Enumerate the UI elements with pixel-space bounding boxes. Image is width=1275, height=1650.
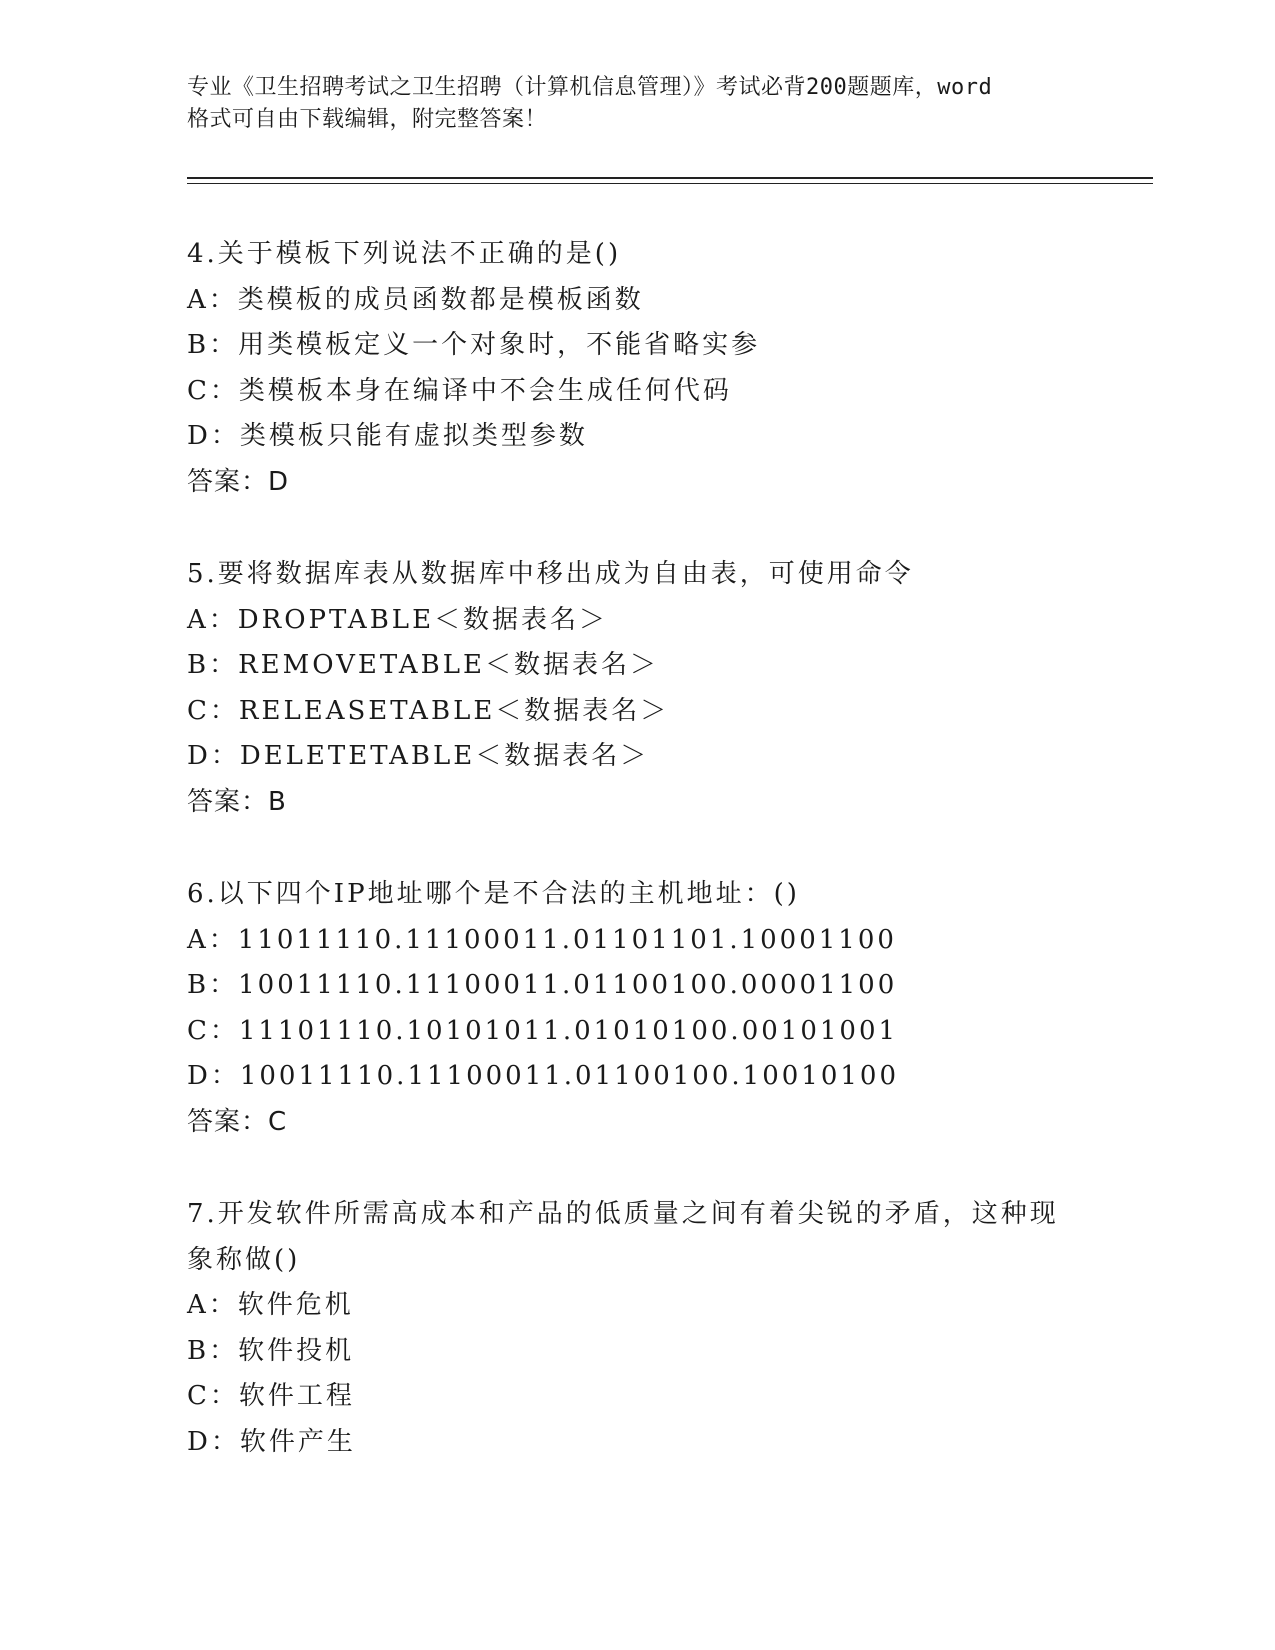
header-divider-thick [187, 177, 1153, 179]
header-line-1: 专业《卫生招聘考试之卫生招聘（计算机信息管理）》考试必背200题题库，word [187, 75, 993, 100]
answer-label: 答案：B [187, 786, 287, 817]
option-d: D：DELETETABLE＜数据表名＞ [187, 741, 650, 771]
question-stem: 5.要将数据库表从数据库中移出成为自由表，可使用命令 [187, 559, 914, 589]
option-c: C：软件工程 [187, 1381, 355, 1411]
question-7 [187, 1192, 1087, 1465]
option-c: C：11101110.10101011.01010100.00101001 [187, 1015, 899, 1046]
option-c: C：类模板本身在编译中不会生成任何代码 [187, 375, 732, 406]
option-a: A：类模板的成员函数都是模板函数 [187, 284, 644, 315]
question-6 [187, 872, 1087, 1145]
question-stem: 4.关于模板下列说法不正确的是() [187, 239, 622, 269]
option-a: A：11011110.11100011.01101101.10001100 [187, 924, 897, 955]
option-b: B：10011110.11100011.01100100.00001100 [187, 970, 898, 1000]
answer-label: 答案：C [187, 1106, 288, 1137]
question-stem-continued: 象称做() [187, 1244, 301, 1275]
option-b: B：用类模板定义一个对象时，不能省略实参 [187, 330, 761, 360]
option-a: A：DROPTABLE＜数据表名＞ [187, 604, 609, 635]
option-b: B：软件投机 [187, 1335, 355, 1366]
option-b: B：REMOVETABLE＜数据表名＞ [187, 650, 659, 680]
header-line-2: 格式可自由下载编辑，附完整答案！ [187, 107, 548, 132]
question-5 [187, 552, 1087, 825]
question-list [187, 232, 1087, 1512]
header-divider-thin [187, 183, 1153, 184]
option-d: D：软件产生 [187, 1426, 356, 1457]
option-d: D：类模板只能有虚拟类型参数 [187, 421, 588, 451]
question-stem: 6.以下四个IP地址哪个是不合法的主机地址：() [187, 879, 800, 909]
option-a: A：软件危机 [187, 1290, 354, 1320]
question-stem: 7.开发软件所需高成本和产品的低质量之间有着尖锐的矛盾，这种现 [187, 1199, 1059, 1229]
option-d: D：10011110.11100011.01100100.10010100 [187, 1061, 899, 1091]
question-4 [187, 232, 1087, 505]
option-c: C：RELEASETABLE＜数据表名＞ [187, 695, 670, 726]
answer-label: 答案：D [187, 466, 290, 497]
document-header [187, 72, 1087, 136]
